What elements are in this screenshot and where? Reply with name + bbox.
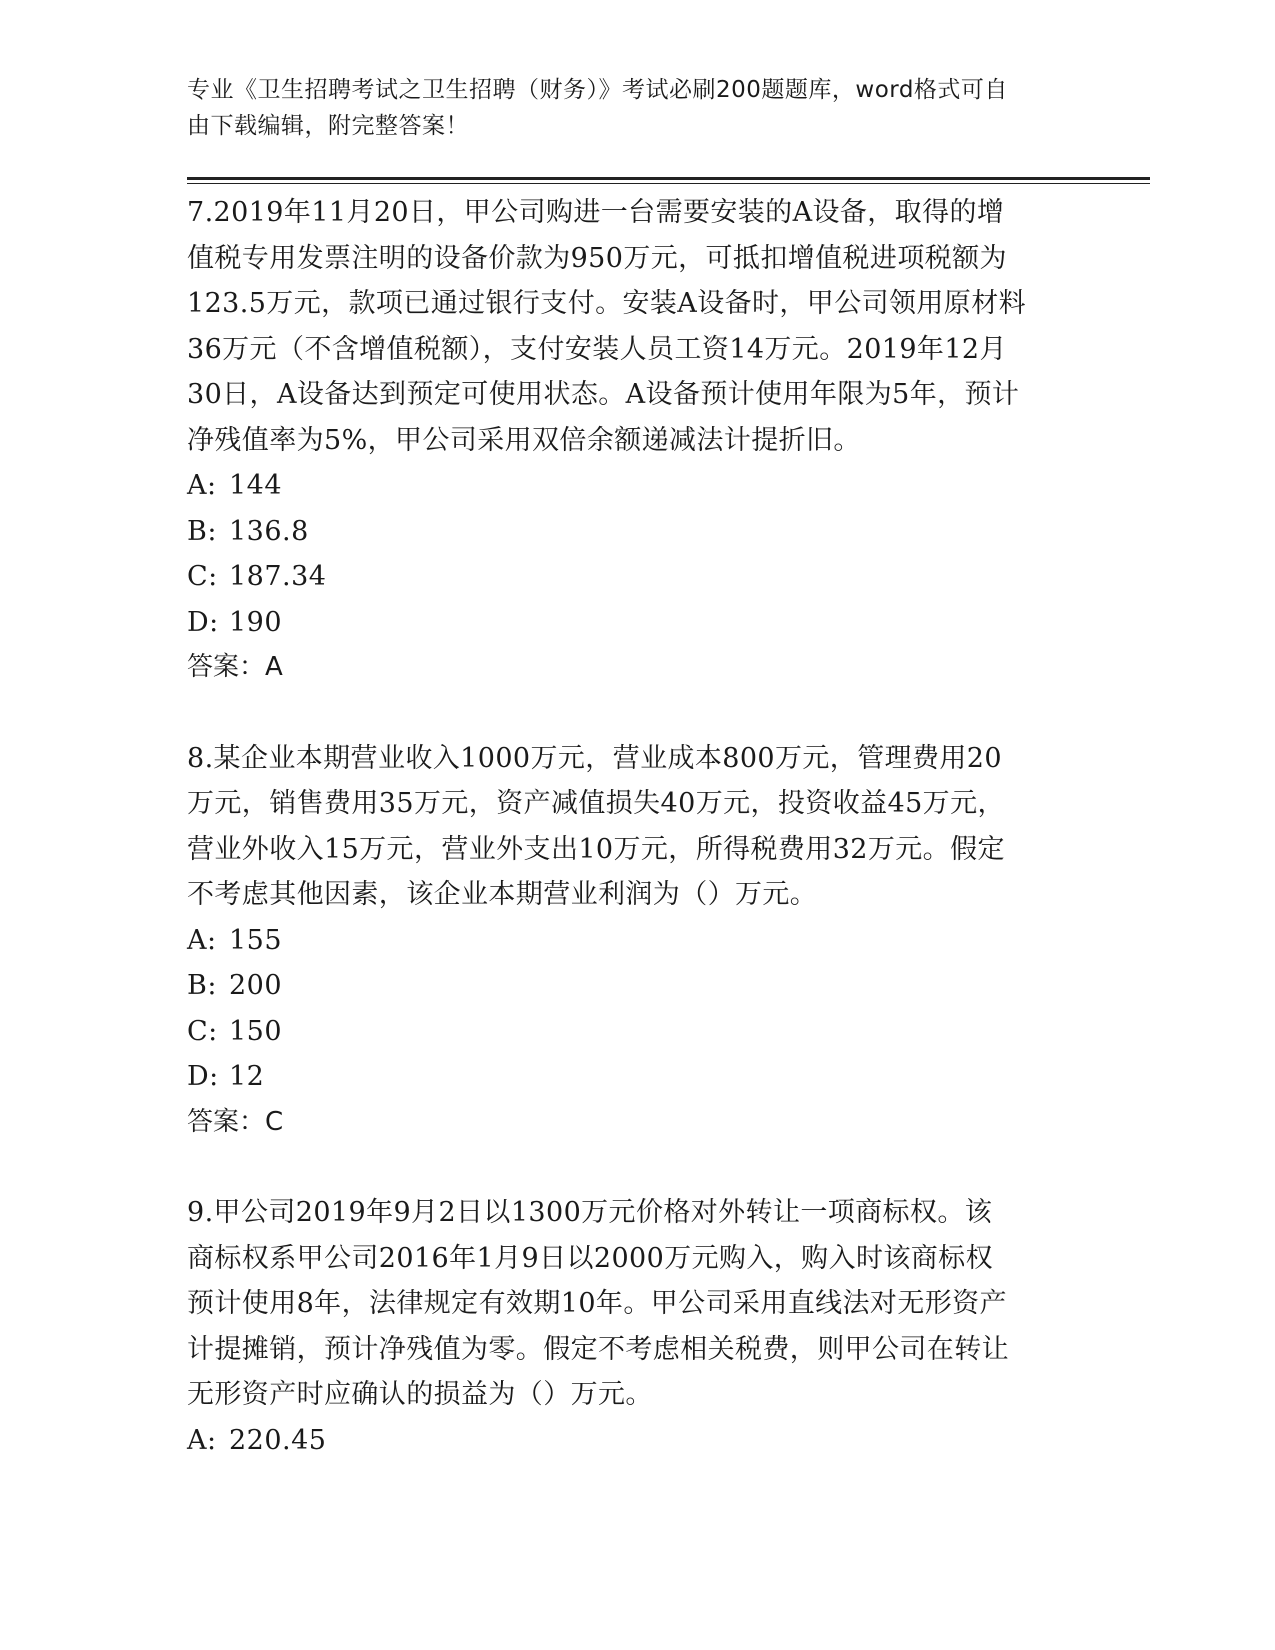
header-divider-thick [187,177,1150,180]
option-a [187,918,1087,964]
answer-line: 答案：A [187,652,283,682]
option-value: 187.34 [229,561,327,592]
question-line: 36万元（不含增值税额），支付安装人员工资14万元。2019年12月 [187,333,1007,365]
option-value: 220.45 [229,1424,327,1456]
questions-container [187,190,1087,1463]
question-7 [187,190,1087,691]
option-b [187,963,1087,1009]
question-line: 计提摊销，预计净残值为零。假定不考虑相关税费，则甲公司在转让 [187,1333,1009,1365]
spacer [187,691,1087,736]
option-d [187,600,1087,646]
question-line: 不考虑其他因素，该企业本期营业利润为（）万元。 [187,879,818,910]
question-8 [187,736,1087,1146]
question-line: 8.某企业本期营业收入1000万元，营业成本800万元，管理费用20 [187,742,1002,774]
option-key: C: [187,561,218,592]
option-key: A: [187,924,217,956]
question-line: 净残值率为5%，甲公司采用双倍余额递减法计提折旧。 [187,424,861,456]
question-line: 预计使用8年，法律规定有效期10年。甲公司采用直线法对无形资产 [187,1288,1007,1319]
question-line: 7.2019年11月20日，甲公司购进一台需要安装的A设备，取得的增 [187,197,1005,228]
option-key: A: [187,1424,217,1456]
question-line: 30日，A设备达到预定可使用状态。A设备预计使用年限为5年，预计 [187,379,1020,410]
option-a [187,463,1087,509]
option-key: D: [187,1061,219,1092]
option-value: 190 [229,606,283,638]
question-line: 9.甲公司2019年9月2日以1300万元价格对外转让一项商标权。该 [187,1197,993,1228]
question-9 [187,1190,1087,1463]
header-line-2: 由下载编辑，附完整答案！ [187,113,469,139]
header-line-1: 专业《卫生招聘考试之卫生招聘（财务）》考试必刷200题题库，word格式可自 [187,77,1008,103]
question-line: 123.5万元，款项已通过银行支付。安装A设备时，甲公司领用原材料 [187,288,1026,319]
option-value: 155 [229,924,283,956]
option-key: C: [187,1015,218,1047]
option-c [187,1009,1087,1055]
option-value: 136.8 [229,515,309,547]
question-line: 无形资产时应确认的损益为（）万元。 [187,1379,653,1410]
question-line: 营业外收入15万元，营业外支出10万元，所得税费用32万元。假定 [187,833,1005,865]
option-value: 12 [229,1061,265,1092]
option-value: 144 [229,470,283,501]
option-b [187,509,1087,555]
option-key: B: [187,970,217,1001]
option-value: 150 [229,1015,283,1047]
option-value: 200 [229,970,283,1001]
option-key: D: [187,606,219,638]
answer-line: 答案：C [187,1106,284,1137]
spacer [187,1145,1087,1190]
option-key: B: [187,515,217,547]
option-key: A: [187,470,217,501]
question-line: 值税专用发票注明的设备价款为950万元，可抵扣增值税进项税额为 [187,242,1007,274]
question-line: 商标权系甲公司2016年1月9日以2000万元购入，购入时该商标权 [187,1242,993,1274]
header-divider-thin [187,183,1150,184]
option-a [187,1418,1087,1464]
document-header [187,72,1067,144]
option-d [187,1054,1087,1100]
option-c [187,554,1087,600]
question-line: 万元，销售费用35万元，资产减值损失40万元，投资收益45万元， [187,788,1005,819]
